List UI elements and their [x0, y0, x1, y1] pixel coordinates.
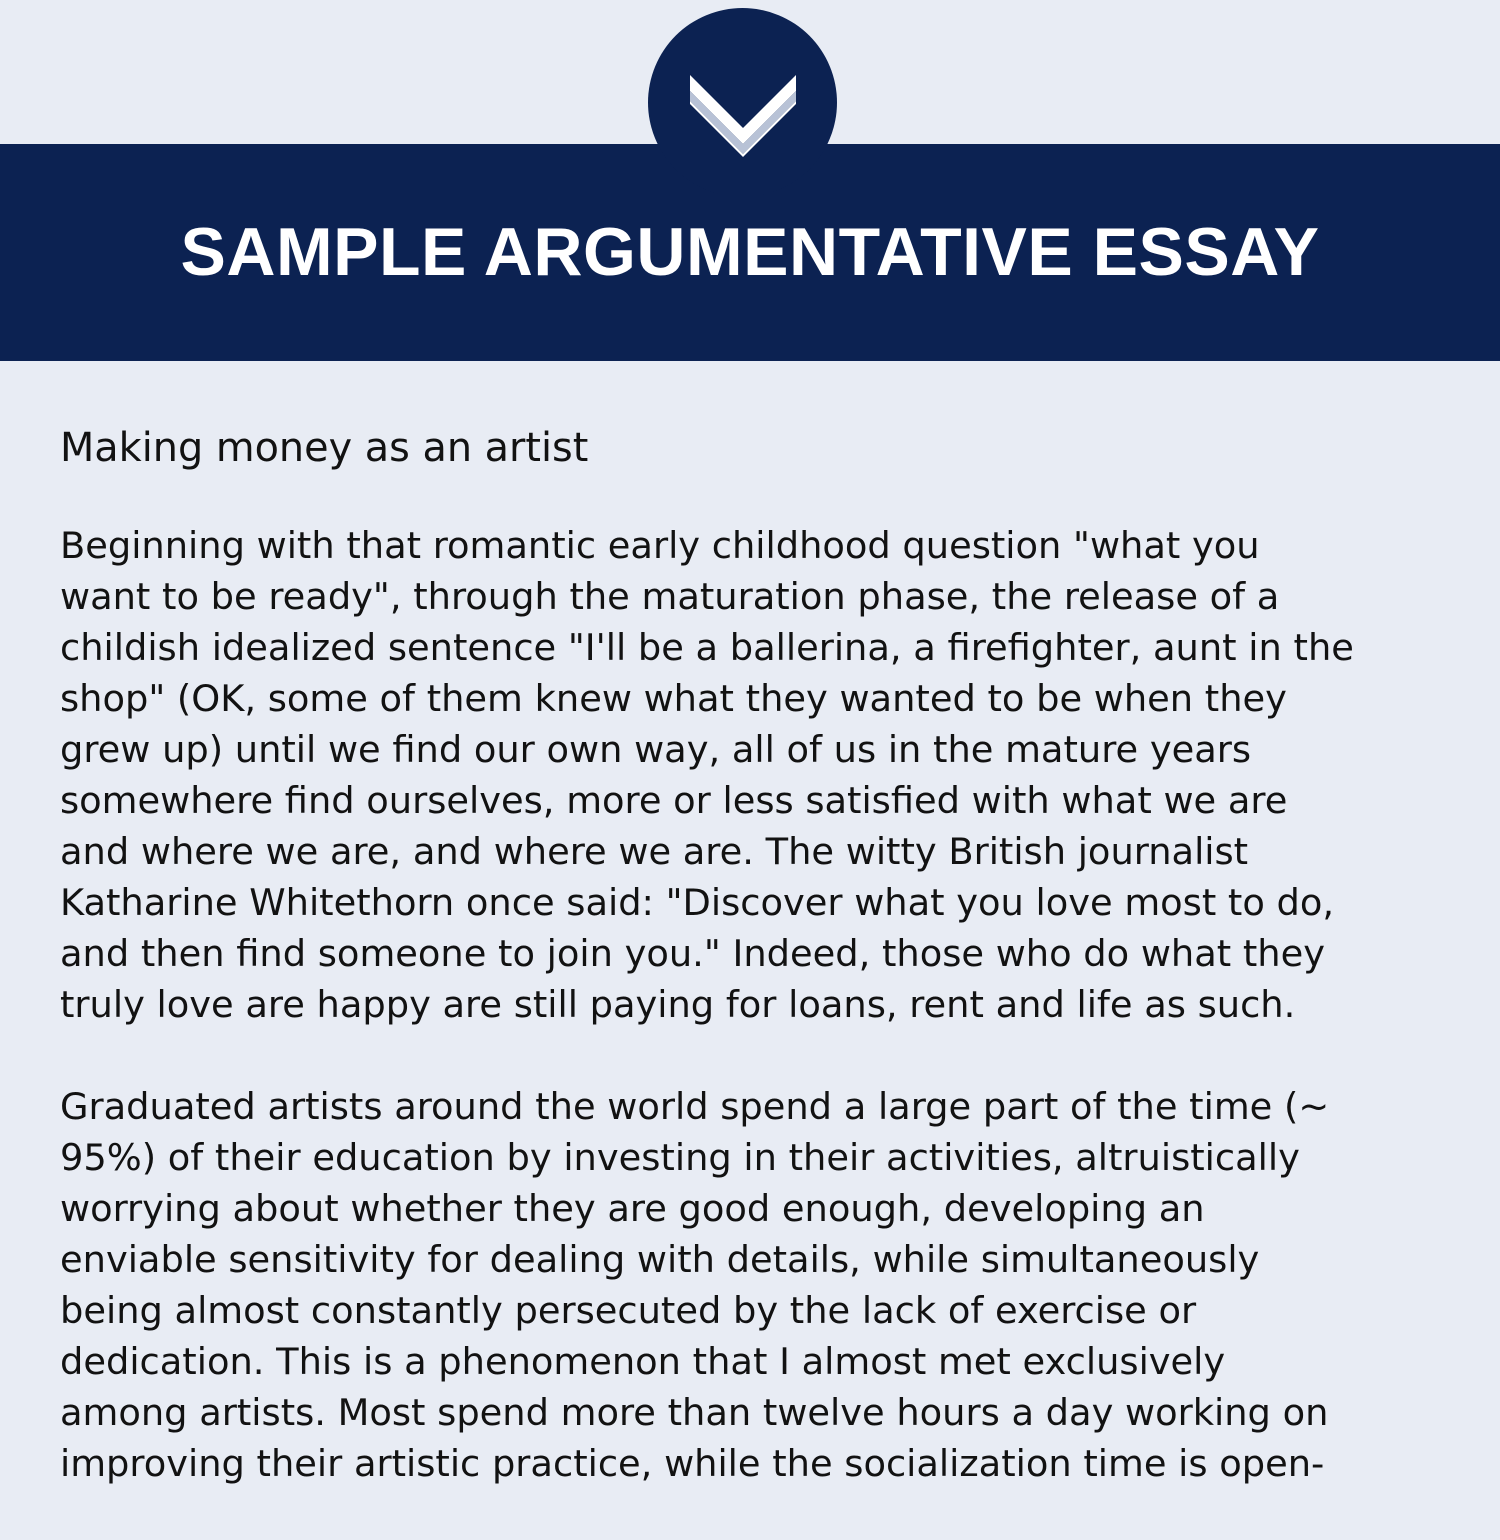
- paragraph-line: Beginning with that romantic early childhood question "what you: [60, 524, 1260, 567]
- paragraph-line: truly love are happy are still paying for loans, rent and life as such.: [60, 983, 1296, 1026]
- paragraph-line: 95%) of their education by investing in their activities, altruistically: [60, 1136, 1300, 1179]
- paragraph-line: being almost constantly persecuted by the lack of exercise or: [60, 1289, 1197, 1332]
- paragraph-1: [60, 520, 1460, 1030]
- paragraph-line: Graduated artists around the world spend a large part of the time (~: [60, 1085, 1330, 1128]
- logo-badge: [648, 8, 837, 197]
- paragraph-line: grew up) until we find our own way, all of us in the mature years: [60, 728, 1252, 771]
- paragraph-line: worrying about whether they are good enough, developing an: [60, 1187, 1205, 1230]
- paragraph-line: want to be ready", through the maturation phase, the release of a: [60, 575, 1280, 618]
- paragraph-line: enviable sensitivity for dealing with details, while simultaneously: [60, 1238, 1260, 1281]
- paragraph-line: among artists. Most spend more than twelve hours a day working on: [60, 1391, 1329, 1434]
- paragraph-line: improving their artistic practice, while the socialization time is open-: [60, 1442, 1325, 1485]
- chevron-down-icon: [648, 8, 837, 197]
- paragraph-2: [60, 1081, 1460, 1489]
- page-title: SAMPLE ARGUMENTATIVE ESSAY: [180, 214, 1320, 290]
- paragraph-line: and where we are, and where we are. The witty British journalist: [60, 830, 1249, 873]
- paragraph-line: childish idealized sentence "I'll be a ballerina, a firefighter, aunt in the: [60, 626, 1354, 669]
- paragraph-line: shop" (OK, some of them knew what they wanted to be when they: [60, 677, 1287, 720]
- paragraph-line: and then find someone to join you." Indeed, those who do what they: [60, 932, 1326, 975]
- essay-title: Making money as an artist: [60, 425, 589, 471]
- essay-body: [60, 418, 1460, 1540]
- paragraph-line: Katharine Whitethorn once said: "Discover what you love most to do,: [60, 881, 1335, 924]
- paragraph-line: dedication. This is a phenomenon that I almost met exclusively: [60, 1340, 1226, 1383]
- paragraph-line: somewhere find ourselves, more or less satisfied with what we are: [60, 779, 1288, 822]
